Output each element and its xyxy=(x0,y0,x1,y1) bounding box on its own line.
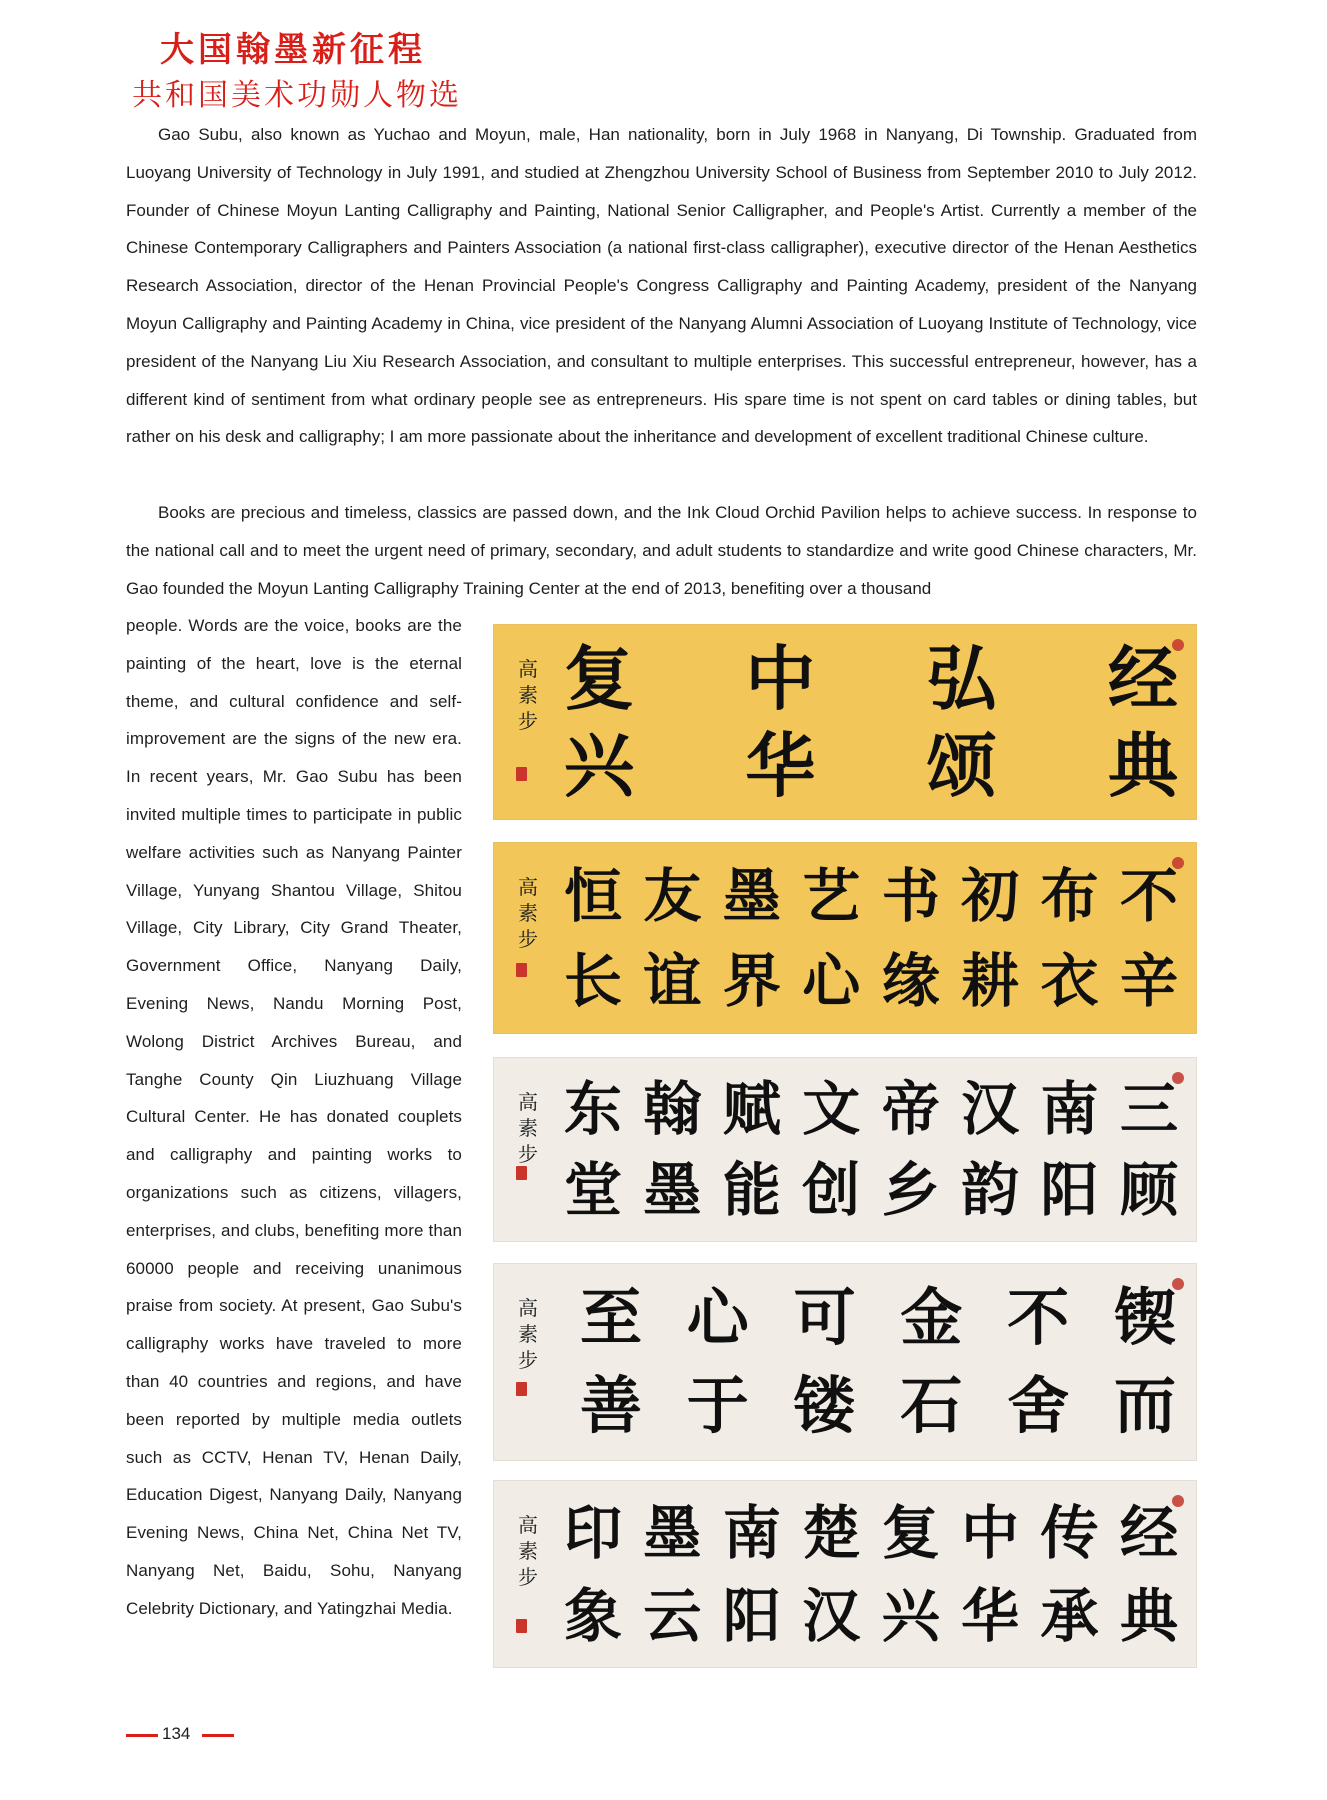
calligraphy-char: 帝 xyxy=(881,1074,940,1143)
calligraphy-panel-2 xyxy=(493,842,1197,1034)
biography-text: Gao Subu, also known as Yuchao and Moyun, male, Han nationality, born in July 1968 in Nanyang, Di Township. Graduated from Luoyang University of Technology in July 1991, and studied at Zhengzhou University School of Business from September 2010 to July 2012. Founder of Chinese Moyun Lanting Calligraphy and Painting, National Senior Calligrapher, and People's Artist. Currently a member of the Chinese Contemporary Calligraphers and Painters Association (a national first-class calligrapher), executive director of the Henan Aesthetics Research Association, director of the Henan Provincial People's Congress Calligraphy and Painting Academy, president of the Nanyang Moyun Calligraphy and Painting Academy in China, vice president of the Nanyang Alumni Association of Luoyang Institute of Technology, vice president of the Nanyang Liu Xiu Research Association, and consultant to multiple enterprises. This successful entrepreneur, however, has a different kind of sentiment from what ordinary people see as entrepreneurs. His spare time is not spent on card tables or dining tables, but rather on his desk and calligraphy; I am more passionate about the inheritance and development of excellent traditional Chinese culture. xyxy=(126,125,1197,447)
calligraphy-char: 典 xyxy=(1107,723,1178,807)
calligraphy-columns xyxy=(564,1068,1178,1231)
calligraphy-char: 韵 xyxy=(961,1156,1020,1225)
calligraphy-char: 锲 xyxy=(1113,1281,1176,1354)
calligraphy-char: 不 xyxy=(1119,861,1178,930)
calligraphy-char: 南 xyxy=(1040,1074,1099,1143)
calligraphy-char: 赋 xyxy=(722,1074,781,1143)
artist-seal xyxy=(516,1166,527,1180)
calligraphy-columns xyxy=(580,1274,1176,1450)
page-number: 134 xyxy=(162,1724,191,1743)
artist-seal xyxy=(516,963,527,977)
calligraphy-char: 华 xyxy=(745,723,816,807)
artist-signature: 高 素 步 xyxy=(518,1090,538,1166)
calligraphy-char: 金 xyxy=(900,1281,963,1354)
calligraphy-char: 不 xyxy=(1007,1281,1070,1354)
calligraphy-char: 衣 xyxy=(1040,946,1099,1015)
calligraphy-char: 兴 xyxy=(564,723,634,807)
calligraphy-char: 创 xyxy=(802,1156,861,1225)
calligraphy-panel-4 xyxy=(493,1263,1197,1461)
training-center-paragraph xyxy=(126,494,1197,607)
calligraphy-char: 楚 xyxy=(802,1498,861,1567)
calligraphy-panel-1 xyxy=(493,624,1197,820)
calligraphy-panel-5 xyxy=(493,1480,1197,1668)
calligraphy-char: 而 xyxy=(1113,1369,1176,1442)
calligraphy-char: 能 xyxy=(722,1156,781,1225)
calligraphy-char: 堂 xyxy=(564,1156,623,1225)
calligraphy-char: 华 xyxy=(961,1581,1020,1650)
calligraphy-char: 镂 xyxy=(793,1369,856,1442)
artist-signature: 高 素 步 xyxy=(518,1513,538,1589)
calligraphy-char: 心 xyxy=(802,946,861,1015)
calligraphy-columns xyxy=(564,853,1178,1023)
calligraphy-char: 兴 xyxy=(881,1581,940,1650)
calligraphy-char: 中 xyxy=(745,636,816,720)
calligraphy-char: 长 xyxy=(564,946,623,1015)
calligraphy-panel-3 xyxy=(493,1057,1197,1242)
magazine-title: 大国翰墨新征程 xyxy=(160,30,426,70)
calligraphy-columns xyxy=(564,1491,1178,1657)
calligraphy-char: 汉 xyxy=(961,1074,1020,1143)
public-welfare-paragraph xyxy=(126,607,462,1628)
calligraphy-char: 布 xyxy=(1040,861,1099,930)
calligraphy-char: 阳 xyxy=(722,1581,781,1650)
artist-signature: 高 素 步 xyxy=(518,875,538,951)
calligraphy-char: 承 xyxy=(1040,1581,1099,1650)
calligraphy-char: 弘 xyxy=(926,636,997,720)
calligraphy-char: 舍 xyxy=(1007,1369,1070,1442)
calligraphy-char: 恒 xyxy=(564,861,623,930)
calligraphy-char: 缘 xyxy=(881,946,940,1015)
calligraphy-char: 云 xyxy=(643,1581,702,1650)
calligraphy-char: 颂 xyxy=(926,723,997,807)
public-welfare-text: people. Words are the voice, books are the painting of the heart, love is the eternal theme, and cultural confidence and self-improvement are the signs of the new era. In recent years, Mr. Gao Subu has been invited multiple times to participate in public welfare activities such as Nanyang Painter Village, Yunyang Shantou Village, Shitou Village, City Library, City Grand Theater, Government Office, Nanyang Daily, Evening News, Nandu Morning Post, Wolong District Archives Bureau, and Tanghe County Qin Liuzhuang Village Cultural Center. He has donated couplets and calligraphy and painting works to organizations such as citizens, villagers, enterprises, and clubs, benefiting more than 60000 people and receiving unanimous praise from society. At present, Gao Subu's calligraphy works have traveled to more than 40 countries and regions, and have been reported by multiple media outlets such as CCTV, Henan TV, Henan Daily, Education Digest, Nanyang Daily, Nanyang Evening News, China Net, China Net TV, Nanyang Net, Baidu, Sohu, Nanyang Celebrity Dictionary, and Yatingzhai Media. xyxy=(126,616,462,1618)
calligraphy-char: 至 xyxy=(580,1281,643,1354)
calligraphy-char: 墨 xyxy=(643,1156,702,1225)
biography-paragraph xyxy=(126,116,1197,456)
calligraphy-char: 心 xyxy=(686,1281,749,1354)
calligraphy-char: 印 xyxy=(564,1498,623,1567)
calligraphy-char: 复 xyxy=(564,636,634,720)
calligraphy-char: 文 xyxy=(802,1074,861,1143)
calligraphy-char: 经 xyxy=(1107,636,1178,720)
calligraphy-char: 三 xyxy=(1119,1074,1178,1143)
calligraphy-char: 顾 xyxy=(1119,1156,1178,1225)
calligraphy-char: 东 xyxy=(564,1074,623,1143)
calligraphy-char: 辛 xyxy=(1119,946,1178,1015)
calligraphy-char: 石 xyxy=(900,1369,963,1442)
footer-rule-left xyxy=(126,1734,158,1737)
calligraphy-char: 翰 xyxy=(643,1074,702,1143)
calligraphy-char: 可 xyxy=(793,1281,856,1354)
calligraphy-char: 象 xyxy=(564,1581,623,1650)
calligraphy-char: 经 xyxy=(1119,1498,1178,1567)
calligraphy-columns xyxy=(564,635,1178,809)
calligraphy-char: 艺 xyxy=(802,861,861,930)
artist-seal xyxy=(516,1619,527,1633)
calligraphy-char: 中 xyxy=(961,1498,1020,1567)
calligraphy-char: 复 xyxy=(881,1498,940,1567)
calligraphy-char: 初 xyxy=(961,861,1020,930)
calligraphy-char: 墨 xyxy=(643,1498,702,1567)
section-subtitle: 共和国美术功勋人物选 xyxy=(132,78,462,113)
artist-seal xyxy=(516,767,527,781)
calligraphy-char: 乡 xyxy=(881,1156,940,1225)
calligraphy-char: 耕 xyxy=(961,946,1020,1015)
calligraphy-char: 谊 xyxy=(643,946,702,1015)
artist-seal xyxy=(516,1382,527,1396)
artist-signature: 高 素 步 xyxy=(518,657,538,733)
calligraphy-char: 于 xyxy=(686,1369,749,1442)
calligraphy-char: 典 xyxy=(1119,1581,1178,1650)
calligraphy-char: 阳 xyxy=(1040,1156,1099,1225)
calligraphy-char: 墨 xyxy=(722,861,781,930)
calligraphy-char: 南 xyxy=(722,1498,781,1567)
calligraphy-char: 汉 xyxy=(802,1581,861,1650)
calligraphy-char: 书 xyxy=(881,861,940,930)
footer-rule-right xyxy=(202,1734,234,1737)
artist-signature: 高 素 步 xyxy=(518,1296,538,1372)
calligraphy-char: 传 xyxy=(1040,1498,1099,1567)
calligraphy-char: 友 xyxy=(643,861,702,930)
calligraphy-char: 界 xyxy=(722,946,781,1015)
training-center-text: Books are precious and timeless, classics are passed down, and the Ink Cloud Orchid Pavilion helps to achieve success. In response to the national call and to meet the urgent need of primary, secondary, and adult students to standardize and write good Chinese characters, Mr. Gao founded the Moyun Lanting Calligraphy Training Center at the end of 2013, benefiting over a thousand xyxy=(126,503,1197,598)
calligraphy-char: 善 xyxy=(580,1369,643,1442)
